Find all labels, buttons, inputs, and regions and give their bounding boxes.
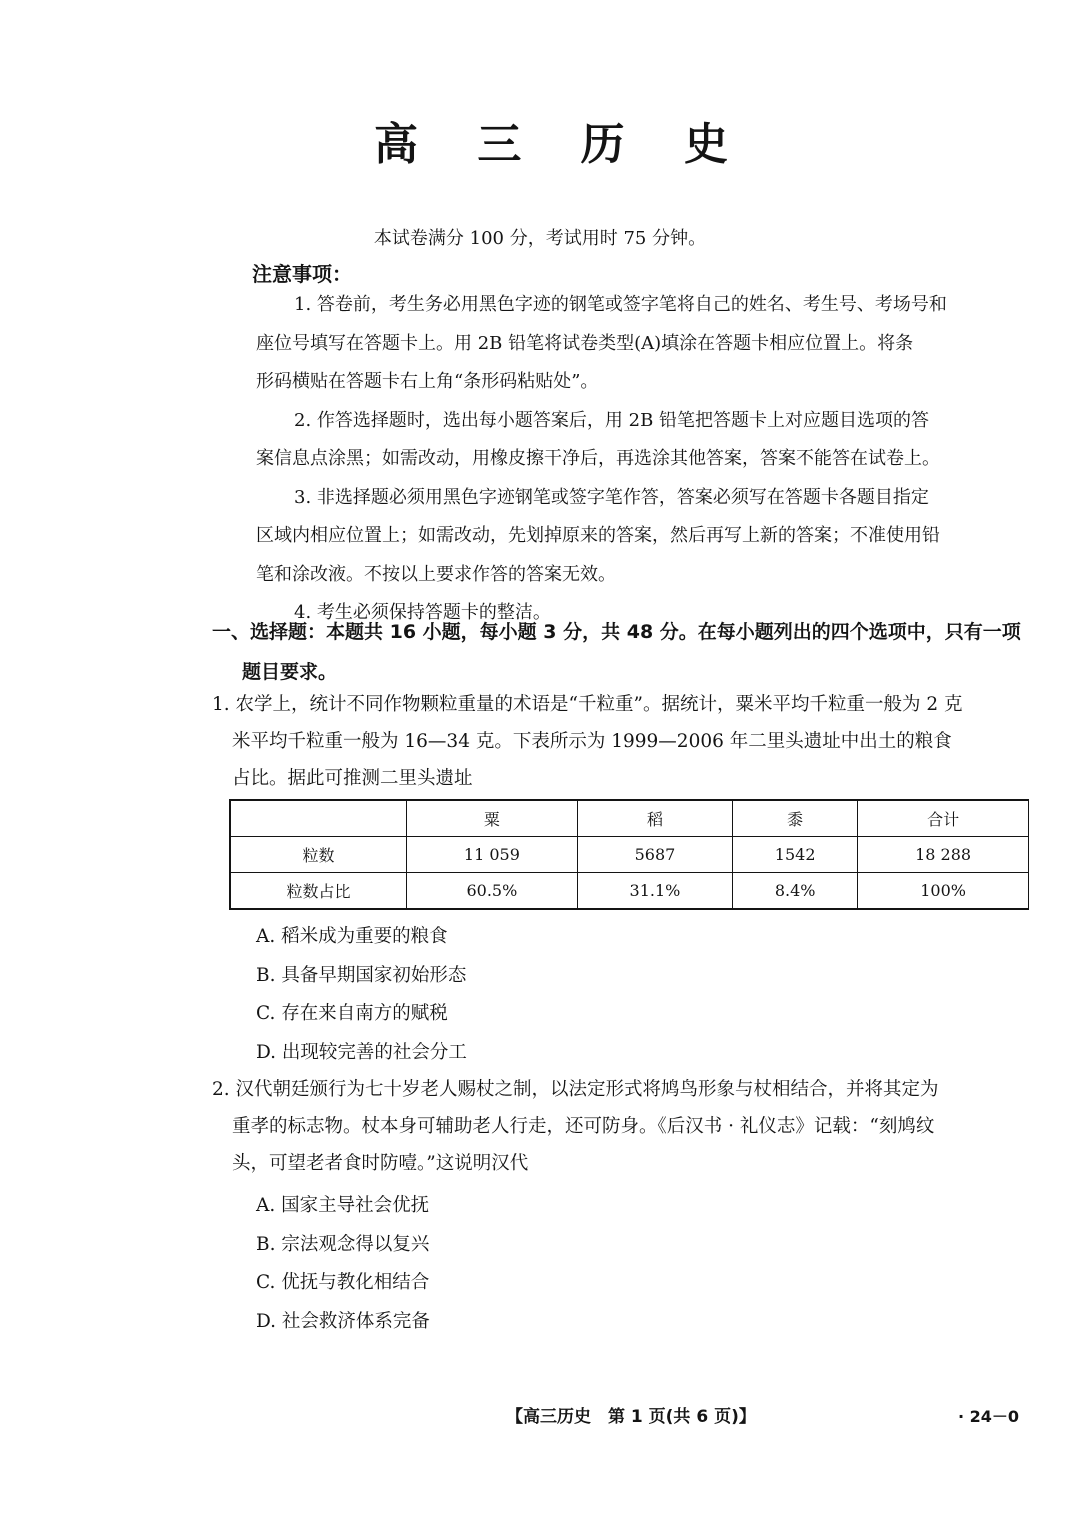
table-row bbox=[230, 837, 1029, 873]
notice-line: 4. 考生必须保持答题卡的整洁。 bbox=[294, 602, 551, 623]
option-d: D. 出现较完善的社会分工 bbox=[256, 1041, 467, 1063]
notice-body bbox=[256, 286, 1076, 633]
option-b: B. 具备早期国家初始形态 bbox=[256, 964, 467, 986]
table-row bbox=[230, 873, 1029, 910]
table-cell: 合计 bbox=[858, 800, 1029, 837]
question-2-line: 头，可望老者食时防噎。”这说明汉代 bbox=[232, 1153, 529, 1174]
question-1-line: 米平均千粒重一般为 16—34 克。下表所示为 1999—2006 年二里头遗址中出土的粮食 bbox=[232, 731, 952, 752]
notice-line: 笔和涂改液。不按以上要求作答的答案无效。 bbox=[256, 563, 616, 585]
page-footer: 【高三历史 第 1 页(共 6 页)】 bbox=[506, 1407, 756, 1427]
question-1-line: 1. 农学上，统计不同作物颗粒重量的术语是“千粒重”。据统计，粟米平均千粒重一般为 2 克 bbox=[212, 694, 963, 715]
paper-code: · 24－0 bbox=[958, 1407, 1020, 1426]
exam-title: 高 三 历 史 bbox=[374, 119, 750, 170]
option-a: A. 国家主导社会优抚 bbox=[256, 1195, 430, 1216]
option-b: B. 宗法观念得以复兴 bbox=[256, 1233, 430, 1255]
table-cell: 100% bbox=[858, 873, 1029, 910]
table-cell: 粒数占比 bbox=[230, 873, 407, 910]
grain-table bbox=[229, 799, 1029, 910]
table-cell: 粒数 bbox=[230, 837, 407, 873]
table-cell: 5687 bbox=[577, 837, 732, 873]
table-cell: 1542 bbox=[733, 837, 858, 873]
notice-line: 3. 非选择题必须用黑色字迹钢笔或签字笔作答，答案必须写在答题卡各题目指定 bbox=[294, 486, 929, 508]
notice-line: 2. 作答选择题时，选出每小题答案后，用 2B 铅笔把答题卡上对应题目选项的答 bbox=[294, 409, 930, 431]
question-2-options bbox=[256, 1187, 430, 1341]
question-2 bbox=[212, 1071, 1080, 1182]
option-d: D. 社会救济体系完备 bbox=[256, 1310, 430, 1332]
question-1-line: 占比。据此可推测二里头遗址 bbox=[232, 768, 473, 789]
table-cell: 8.4% bbox=[733, 873, 858, 910]
question-1 bbox=[212, 686, 1080, 797]
question-1-options bbox=[256, 918, 467, 1072]
table-cell bbox=[230, 800, 407, 837]
notice-line: 座位号填写在答题卡上。用 2B 铅笔将试卷类型(A)填涂在答题卡相应位置上。将条 bbox=[256, 332, 914, 354]
question-2-line: 重孝的标志物。杖本身可辅助老人行走，还可防身。《后汉书 · 礼仪志》记载：“刻鸠纹 bbox=[232, 1116, 935, 1137]
exam-subtitle: 本试卷满分 100 分，考试用时 75 分钟。 bbox=[373, 228, 707, 249]
table-cell: 60.5% bbox=[407, 873, 578, 910]
notice-heading: 注意事项： bbox=[252, 262, 352, 286]
table-cell: 18 288 bbox=[858, 837, 1029, 873]
section-heading bbox=[212, 612, 1080, 692]
table-cell: 31.1% bbox=[577, 873, 732, 910]
option-c: C. 存在来自南方的赋税 bbox=[256, 1003, 448, 1024]
option-a: A. 稻米成为重要的粮食 bbox=[256, 926, 448, 947]
table-cell: 黍 bbox=[733, 800, 858, 837]
table-cell: 粟 bbox=[407, 800, 578, 837]
notice-line: 案信息点涂黑；如需改动，用橡皮擦干净后，再选涂其他答案，答案不能答在试卷上。 bbox=[256, 448, 940, 469]
notice-line: 区域内相应位置上；如需改动，先划掉原来的答案，然后再写上新的答案；不准使用铅 bbox=[256, 525, 940, 546]
notice-line: 形码横贴在答题卡右上角“条形码粘贴处”。 bbox=[256, 371, 599, 392]
option-c: C. 优抚与教化相结合 bbox=[256, 1272, 430, 1293]
section-heading-line: 题目要求。 bbox=[242, 661, 338, 683]
notice-line: 1. 答卷前，考生务必用黑色字迹的钢笔或签字笔将自己的姓名、考生号、考场号和 bbox=[294, 294, 947, 315]
table-cell: 稻 bbox=[577, 800, 732, 837]
table-cell: 11 059 bbox=[407, 837, 578, 873]
question-2-line: 2. 汉代朝廷颁行为七十岁老人赐杖之制，以法定形式将鸠鸟形象与杖相结合，并将其定为 bbox=[212, 1079, 939, 1100]
section-heading-line: 一、选择题：本题共 16 小题，每小题 3 分，共 48 分。在每小题列出的四个选项中，只有一项 bbox=[212, 621, 1021, 643]
table-header-row bbox=[230, 800, 1029, 837]
